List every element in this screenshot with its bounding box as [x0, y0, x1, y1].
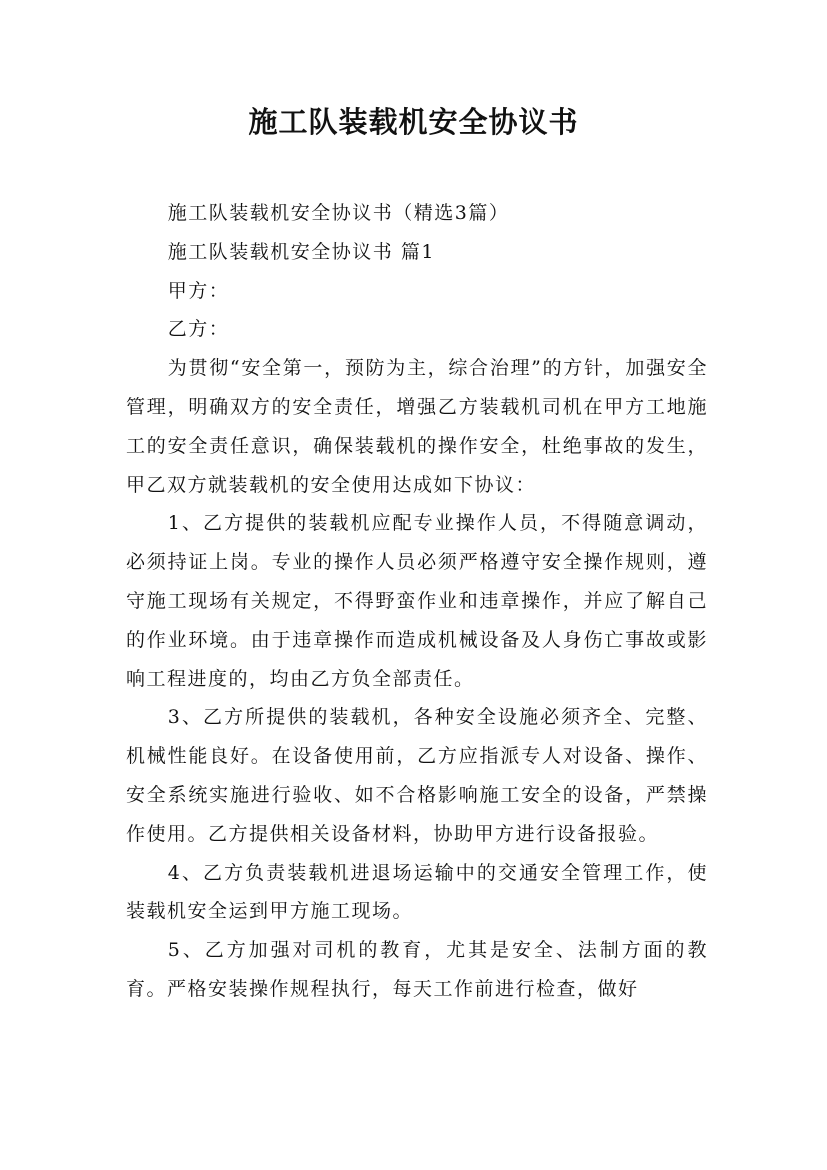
document-title: 施工队装载机安全协议书	[248, 105, 579, 139]
paragraph-clause-1: 1、乙方提供的装载机应配专业操作人员，不得随意调动，必须持证上岗。专业的操作人员必须严格遵守安全操作规则，遵守施工现场有关规定，不得野蛮作业和违章操作，并应了解自己的作业环境。由于违章操作而造成机械设备及人身伤亡事故或影响工程进度的，均由乙方负全部责任。	[126, 512, 708, 690]
paragraph-party-a: 甲方：	[167, 279, 230, 302]
paragraph-clause-4: 4、乙方负责装载机进退场运输中的交通安全管理工作，使装载机安全运到甲方施工现场。	[126, 861, 708, 923]
paragraph-subtitle: 施工队装载机安全协议书（精选3篇）	[167, 202, 510, 224]
paragraph-clause-3: 3、乙方所提供的装载机，各种安全设施必须齐全、完整、机械性能良好。在设备使用前，乙方应指派专人对设备、操作、安全系统实施进行验收、如不合格影响施工安全的设备，严禁操作使用。乙方提供相关设备材料，协助甲方进行设备报验。	[126, 706, 708, 845]
paragraph-section-heading: 施工队装载机安全协议书 篇1	[167, 240, 435, 263]
document-body	[126, 194, 708, 1009]
paragraph-party-b: 乙方：	[167, 318, 230, 341]
paragraph-clause-5: 5、乙方加强对司机的教育，尤其是安全、法制方面的教育。严格安装操作规程执行，每天工作前进行检查，做好	[126, 939, 708, 1000]
paragraph-preamble: 为贯彻“安全第一，预防为主，综合治理”的方针，加强安全管理，明确双方的安全责任，增强乙方装载机司机在甲方工地施工的安全责任意识，确保装载机的操作安全，杜绝事故的发生，甲乙双方就装载机的安全使用达成如下协议：	[126, 357, 708, 496]
